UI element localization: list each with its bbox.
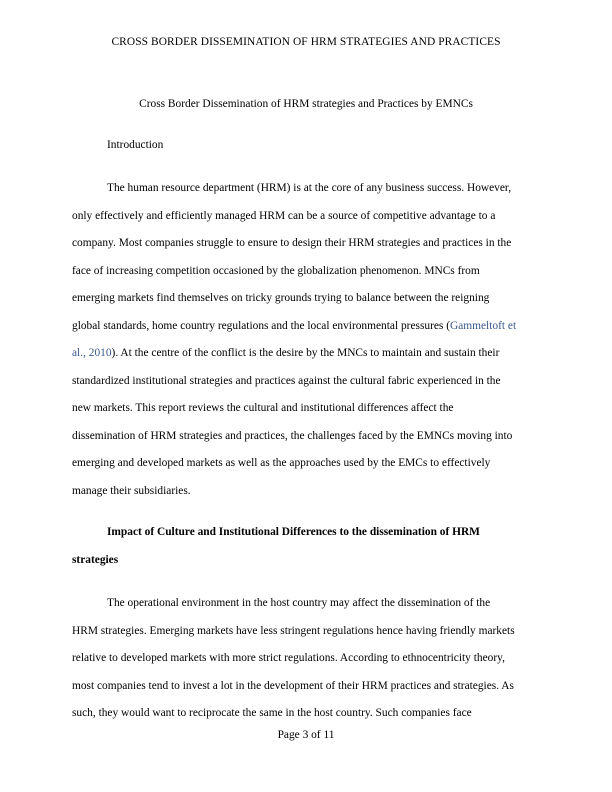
paragraph-line: new markets. This report reviews the cultural and institutional differences affect the [72,402,454,414]
citation-link[interactable]: al., 2010 [72,347,112,359]
paragraph-line: emerging markets find themselves on tricky grounds trying to balance between the reigning [72,292,490,304]
impact-heading [72,519,542,574]
paragraph-line [72,340,542,368]
paragraph-line: company. Most companies struggle to ensure to design their HRM strategies and practices in the [72,237,512,249]
citation-link[interactable]: Gammeltoft et [450,319,517,332]
paragraph-text: ). At the centre of the conflict is the desire by the MNCs to maintain and sustain their [111,347,500,359]
paragraph-line: standardized institutional strategies and practices against the cultural fabric experienced in the [72,374,501,387]
paragraph-line: HRM strategies. Emerging markets have less stringent regulations hence having friendly markets [72,624,515,637]
paragraph-line: only effectively and efficiently managed HRM can be a source of competitive advantage to a [72,209,496,222]
running-head: CROSS BORDER DISSEMINATION OF HRM STRATEGIES AND PRACTICES [111,36,501,48]
heading-line: strategies [72,553,119,566]
paragraph-line: most companies tend to invest a lot in the development of their HRM practices and strategies. As [72,679,514,692]
paragraph-line [72,313,542,341]
intro-paragraph [72,175,542,505]
paragraph-line: relative to developed markets with more strict regulations. According to ethnocentricity theory, [72,652,505,664]
paragraph-line: face of increasing competition occasioned by the globalization phenomenon. MNCs from [72,264,480,277]
paragraph-line: such, they would want to reciprocate the same in the host country. Such companies face [72,707,472,719]
paragraph-text: global standards, home country regulations and the local environmental pressures ( [72,319,450,332]
page-number-footer: Page 3 of 11 [277,729,335,741]
paragraph-line: The operational environment in the host country may affect the dissemination of the [107,597,491,609]
introduction-heading: Introduction [107,139,164,151]
document-title: Cross Border Dissemination of HRM strategies and Practices by EMNCs [139,98,473,110]
paragraph-line: The human resource department (HRM) is at the core of any business success. However, [107,182,512,194]
heading-line: Impact of Culture and Institutional Differences to the dissemination of HRM [107,526,480,538]
second-paragraph [72,590,542,728]
paragraph-line: dissemination of HRM strategies and practices, the challenges faced by the EMNCs moving into [72,429,513,442]
paragraph-line: manage their subsidiaries. [72,484,191,497]
paragraph-line: emerging and developed markets as well as the approaches used by the EMCs to effectively [72,457,491,469]
